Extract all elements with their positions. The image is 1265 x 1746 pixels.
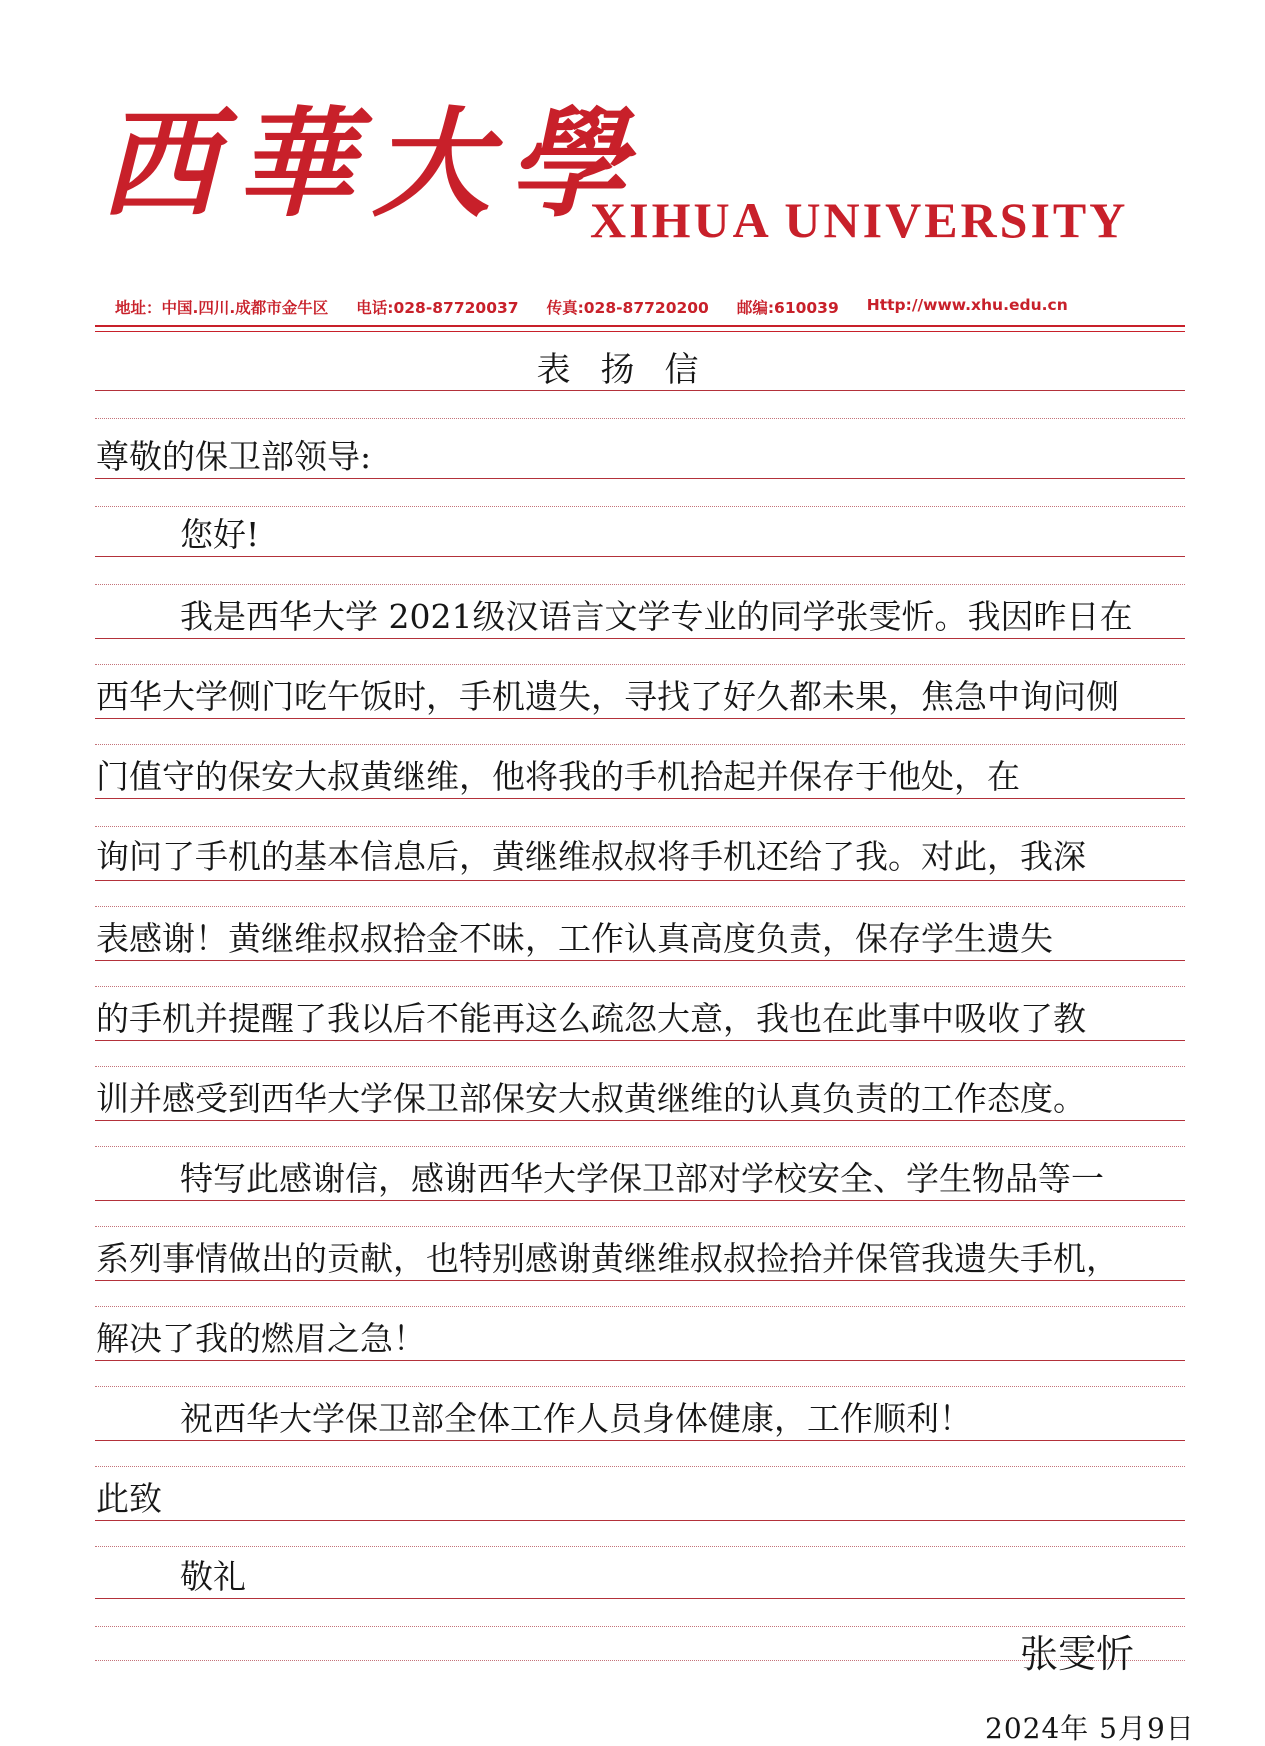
body-line: 西华大学侧门吃午饭时，手机遗失，寻找了好久都未果，焦急中询问侧 [96,677,1119,716]
greeting: 您好! [180,515,260,554]
university-logo-cn: 西華大學 [100,94,645,233]
dotted-guide-line [95,1546,1185,1547]
dotted-guide-line [95,906,1185,907]
ruled-line [95,1200,1185,1201]
body-line: 解决了我的燃眉之急！ [96,1319,426,1358]
website: Http://www.xhu.edu.cn [866,296,1068,314]
dotted-guide-line [95,506,1185,507]
dotted-guide-line [95,1626,1185,1627]
fax: 传真:028-87720200 [546,299,709,317]
dotted-guide-line [95,1066,1185,1067]
dotted-guide-line [95,1226,1185,1227]
dotted-guide-line [95,986,1185,987]
dotted-guide-line [95,1466,1185,1467]
ruled-line [95,638,1185,639]
body-line: 系列事情做出的贡献，也特别感谢黄继维叔叔捡拾并保管我遗失手机， [96,1239,1119,1278]
ruled-line [95,1440,1185,1441]
body-line: 门值守的保安大叔黄继维，他将我的手机拾起并保存于他处，在 [96,757,1020,796]
dotted-guide-line [95,744,1185,745]
dotted-guide-line [95,418,1185,419]
salutation: 尊敬的保卫部领导: [96,437,372,476]
body-line: 的手机并提醒了我以后不能再这么疏忽大意，我也在此事中吸收了教 [96,999,1086,1038]
dotted-guide-line [95,1306,1185,1307]
closing-1: 此致 [96,1479,162,1518]
contact-info [115,296,1175,318]
dotted-guide-line [95,826,1185,827]
body-line: 特写此感谢信，感谢西华大学保卫部对学校安全、学生物品等一 [180,1159,1104,1198]
date: 2024年 5月9日 [985,1712,1195,1745]
body-line: 训并感受到西华大学保卫部保安大叔黄继维的认真负责的工作态度。 [96,1079,1086,1118]
ruled-line [95,1520,1185,1521]
phone: 电话:028-87720037 [356,299,519,317]
letter-title: 表扬信 [536,350,729,390]
dotted-guide-line [95,1386,1185,1387]
ruled-line [95,1598,1185,1599]
ruled-line [95,1360,1185,1361]
closing-2: 敬礼 [180,1557,246,1596]
ruled-line [95,556,1185,557]
body-line: 祝西华大学保卫部全体工作人员身体健康，工作顺利！ [180,1399,972,1438]
dotted-guide-line [95,664,1185,665]
ruled-line [95,960,1185,961]
university-logo-en: XIHUA UNIVERSITY [590,192,1129,248]
header-rule-thick [95,325,1185,327]
address: 地址：中国.四川.成都市金牛区 [115,299,329,317]
ruled-line [95,880,1185,881]
body-line: 表感谢！黄继维叔叔拾金不昧，工作认真高度负责，保存学生遗失 [96,919,1053,958]
body-line: 我是西华大学 2021级汉语言文学专业的同学张雯忻。我因昨日在 [180,597,1133,636]
ruled-line [95,1120,1185,1121]
ruled-line [95,798,1185,799]
ruled-line [95,1040,1185,1041]
dotted-guide-line [95,1146,1185,1147]
postcode: 邮编:610039 [736,299,839,317]
ruled-line [95,718,1185,719]
ruled-line [95,390,1185,391]
dotted-guide-line [95,584,1185,585]
ruled-line [95,478,1185,479]
signature: 张雯忻 [1020,1632,1135,1676]
body-line: 询问了手机的基本信息后，黄继维叔叔将手机还给了我。对此，我深 [96,837,1086,876]
ruled-line [95,1280,1185,1281]
header-rule-thin [95,331,1185,332]
